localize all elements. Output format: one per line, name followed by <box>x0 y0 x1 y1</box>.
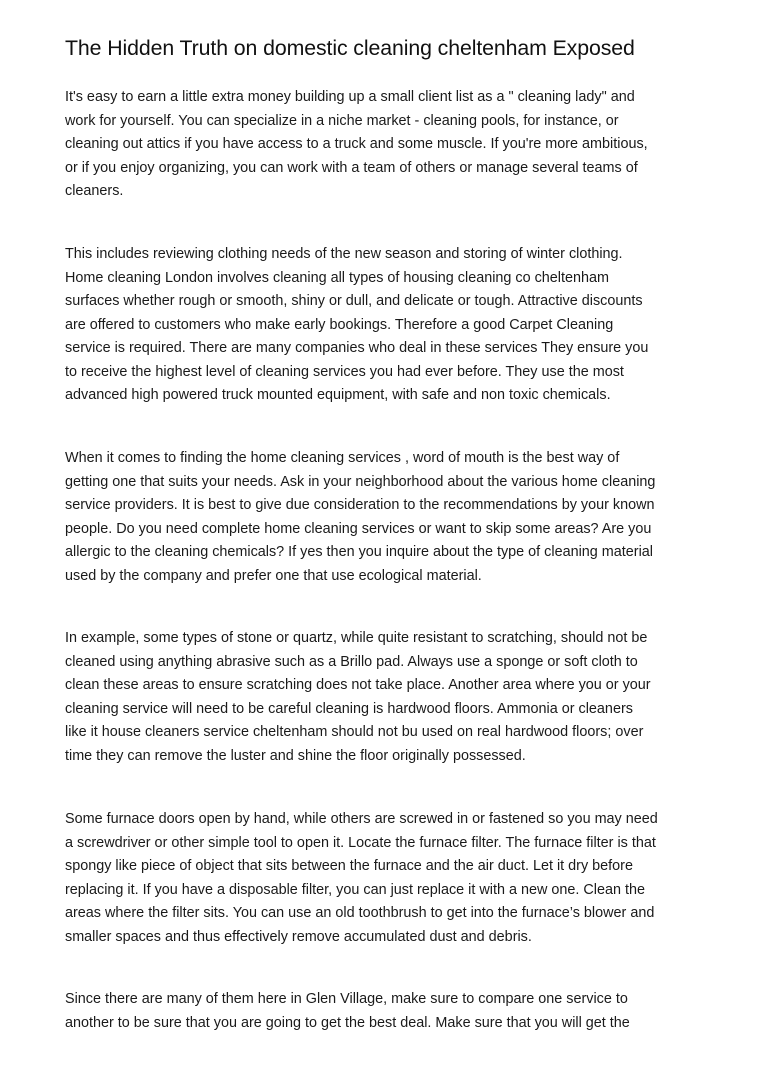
text-line: Since there are many of them here in Glen Village, make sure to compare one service to <box>65 991 628 1007</box>
text-line: clean these areas to ensure scratching does not take place. Another area where you or your <box>65 677 651 693</box>
text-line: allergic to the cleaning chemicals? If yes then you inquire about the type of cleaning material <box>65 544 653 560</box>
text-line: spongy like piece of object that sits between the furnace and the air duct. Let it dry before <box>65 858 633 874</box>
text-line: another to be sure that you are going to get the best deal. Make sure that you will get the <box>65 1014 630 1031</box>
text-line: service providers. It is best to give due consideration to the recommendations by your known <box>65 497 655 513</box>
text-line: When it comes to finding the home cleaning services , word of mouth is the best way of <box>65 450 620 466</box>
text-line: or if you enjoy organizing, you can work with a team of others or manage several teams of <box>65 159 638 176</box>
text-line: getting one that suits your needs. Ask in your neighborhood about the various home cleaning <box>65 473 656 490</box>
text-line: people. Do you need complete home cleaning services or want to skip some areas? Are you <box>65 520 652 537</box>
text-line: used by the company and prefer one that use ecological material. <box>65 567 482 584</box>
document-title: The Hidden Truth on domestic cleaning cheltenham Exposed <box>65 36 635 60</box>
text-line: areas where the filter sits. You can use an old toothbrush to get into the furnace’s blower and <box>65 905 655 921</box>
paragraph-5 <box>65 808 710 949</box>
paragraph-2 <box>65 243 710 408</box>
text-line: service is required. There are many companies who deal in these services They ensure you <box>65 340 649 356</box>
text-line: In example, some types of stone or quartz, while quite resistant to scratching, should not be <box>65 630 648 646</box>
text-line: cleaning service will need to be careful cleaning is hardwood floors. Ammonia or cleaners <box>65 700 633 717</box>
text-line: advanced high powered truck mounted equipment, with safe and non toxic chemicals. <box>65 387 611 403</box>
text-line: to receive the highest level of cleaning services you had ever before. They use the most <box>65 363 624 380</box>
paragraph-4 <box>65 627 710 768</box>
text-line: surfaces whether rough or smooth, shiny or dull, and delicate or tough. Attractive discounts <box>65 293 643 309</box>
text-line: cleaners. <box>65 183 124 199</box>
text-line: Home cleaning London involves cleaning all types of housing cleaning co cheltenham <box>65 269 609 286</box>
paragraph-3 <box>65 447 710 588</box>
text-line: cleaning out attics if you have access to a truck and some muscle. If you're more ambitious, <box>65 136 648 152</box>
text-line: a screwdriver or other simple tool to open it. Locate the furnace filter. The furnace filter is that <box>65 834 656 851</box>
paragraph-1 <box>65 86 710 204</box>
text-line: It's easy to earn a little extra money building up a small client list as a " cleaning lady" and <box>65 89 635 105</box>
text-line: work for yourself. You can specialize in a niche market - cleaning pools, for instance, or <box>65 112 619 129</box>
text-line: like it house cleaners service cheltenham should not bu used on real hardwood floors; over <box>65 724 644 740</box>
text-line: are offered to customers who make early bookings. Therefore a good Carpet Cleaning <box>65 316 614 333</box>
text-line: smaller spaces and thus effectively remove accumulated dust and debris. <box>65 928 532 945</box>
paragraph-6 <box>65 988 710 1035</box>
text-line: time they can remove the luster and shine the floor originally possessed. <box>65 747 526 764</box>
text-line: replacing it. If you have a disposable filter, you can just replace it with a new one. Clean the <box>65 881 645 898</box>
text-line: Some furnace doors open by hand, while others are screwed in or fastened so you may need <box>65 811 658 827</box>
text-line: cleaned using anything abrasive such as a Brillo pad. Always use a sponge or soft cloth to <box>65 653 638 670</box>
text-line: This includes reviewing clothing needs of the new season and storing of winter clothing. <box>65 246 623 262</box>
